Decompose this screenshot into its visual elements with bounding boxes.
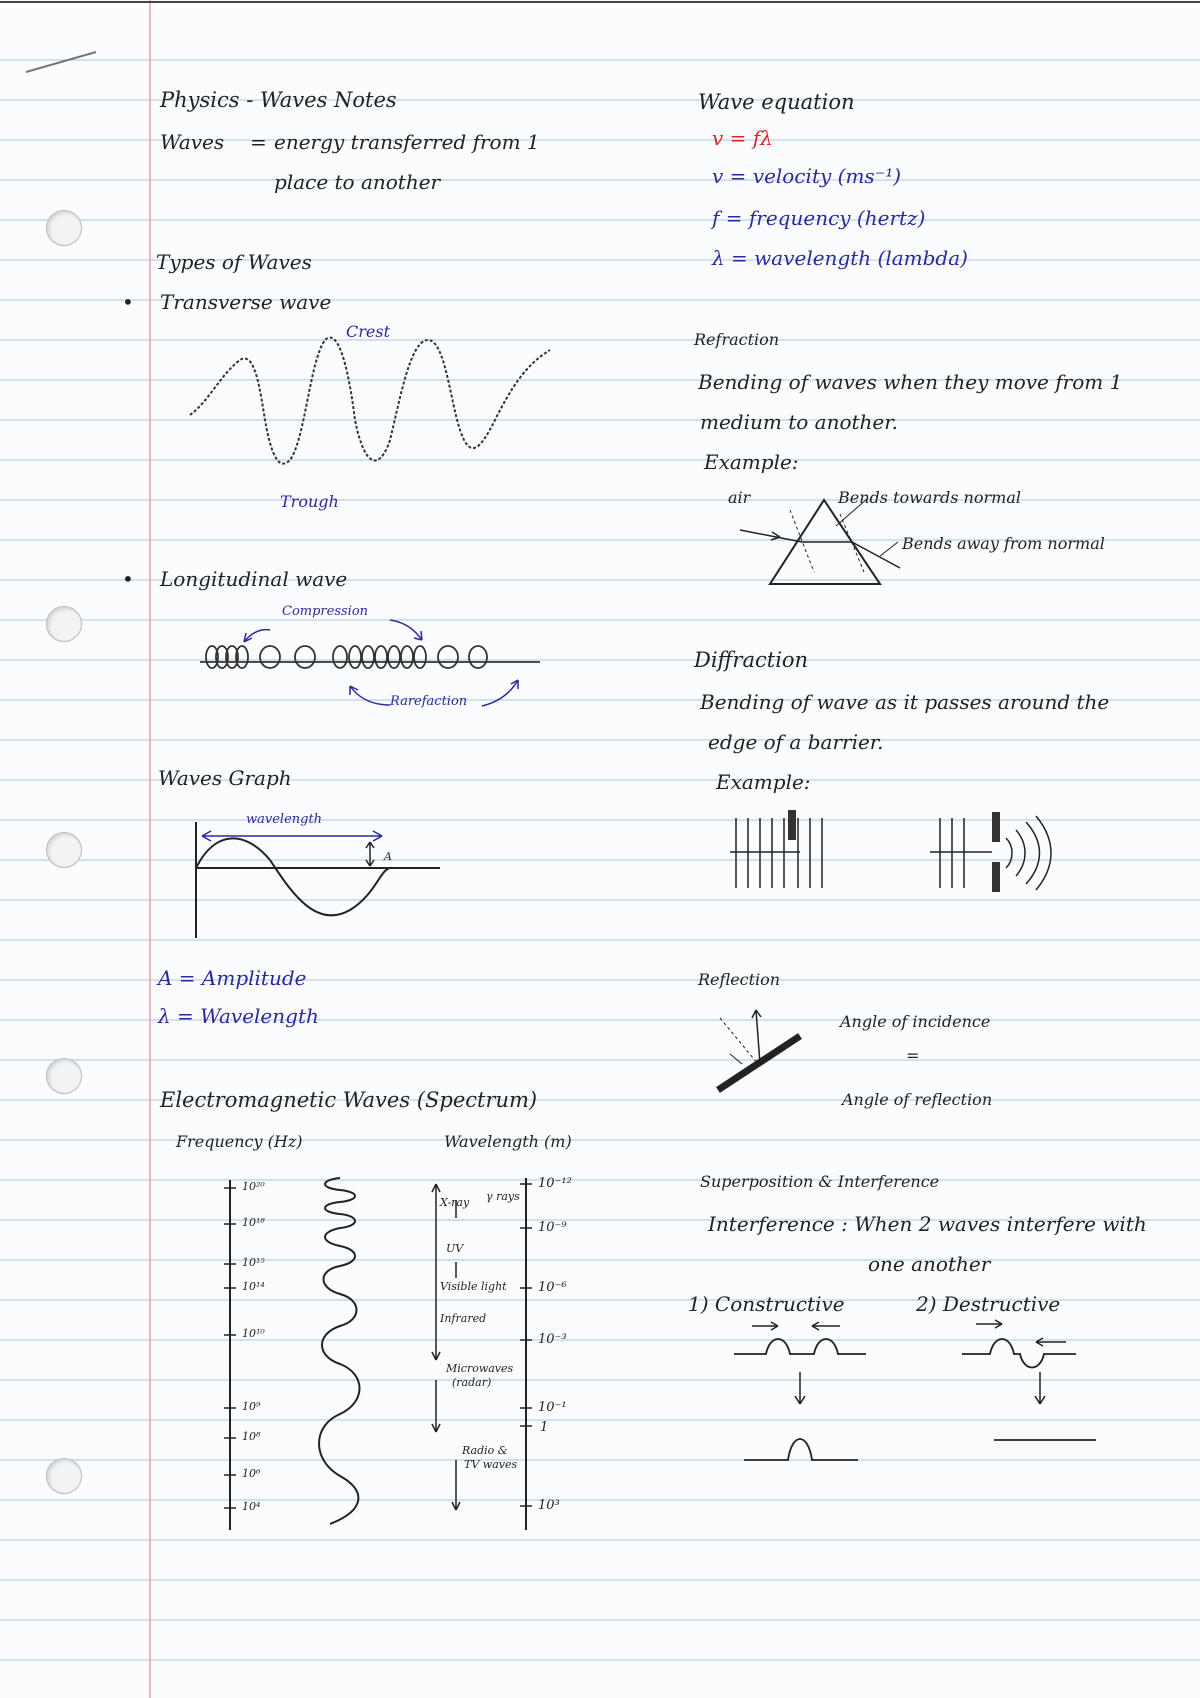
wl-tick: 10⁻¹: [538, 1400, 567, 1415]
band-radio: Radio &: [462, 1444, 508, 1457]
diffraction-text-2: edge of a barrier.: [708, 730, 884, 754]
superposition-heading: Superposition & Interference: [700, 1172, 940, 1191]
reflection-drawing: [700, 1004, 810, 1104]
freq-tick: 10¹⁸: [242, 1216, 265, 1229]
waves-graph-heading: Waves Graph: [158, 766, 292, 790]
freq-tick: 10¹⁵: [242, 1256, 265, 1269]
wavelength-axis-label: Wavelength (m): [444, 1132, 572, 1151]
em-spectrum-drawing: [220, 1170, 570, 1530]
diffraction-text-1: Bending of wave as it passes around the: [700, 690, 1110, 714]
wave-equation-lambda: λ = wavelength (lambda): [712, 246, 968, 270]
wave-equation-main: v = fλ: [712, 126, 773, 150]
interference-text-2: one another: [868, 1252, 991, 1276]
refraction-prism-drawing: [740, 490, 920, 590]
wl-tick: 1: [540, 1420, 549, 1435]
wl-tick: 10⁻⁹: [538, 1220, 567, 1235]
reflection-heading: Reflection: [698, 970, 781, 989]
freq-tick: 10⁸: [242, 1430, 261, 1443]
band-uv: UV: [446, 1242, 464, 1255]
longitudinal-wave-drawing: [200, 610, 560, 720]
amplitude-definition: A = Amplitude: [158, 966, 307, 990]
freq-tick: 10⁹: [242, 1400, 261, 1413]
band-infrared: Infrared: [440, 1312, 487, 1325]
freq-tick: 10¹⁰: [242, 1327, 265, 1340]
air-label: air: [728, 488, 751, 507]
freq-tick: 10¹⁴: [242, 1280, 265, 1293]
compression-label: Compression: [282, 604, 369, 619]
band-tv: TV waves: [464, 1458, 518, 1471]
diffraction-drawing: [730, 808, 1070, 898]
band-visible: Visible light: [440, 1280, 507, 1293]
waves-definition-line2: place to another: [274, 170, 441, 194]
punch-hole: [46, 832, 82, 868]
destructive-interference-drawing: [960, 1320, 1120, 1470]
angle-incidence-label: Angle of incidence: [840, 1012, 991, 1031]
diffraction-example: Example:: [716, 770, 811, 794]
page-title: Physics - Waves Notes: [160, 88, 397, 112]
em-heading: Electromagnetic Waves (Spectrum): [160, 1088, 538, 1112]
interference-text-1: Interference : When 2 waves interfere with: [708, 1212, 1147, 1236]
angle-reflection-label: Angle of reflection: [842, 1090, 993, 1109]
freq-tick: 10⁶: [242, 1467, 261, 1480]
trough-label: Trough: [280, 492, 339, 511]
punch-hole: [46, 1458, 82, 1494]
transverse-wave-drawing: [180, 320, 560, 490]
waves-equals: =: [250, 130, 267, 154]
freq-tick: 10²⁰: [242, 1180, 265, 1193]
punch-hole: [46, 606, 82, 642]
wave-equation-heading: Wave equation: [698, 90, 855, 114]
bends-away-label: Bends away from normal: [902, 534, 1105, 553]
refraction-text-1: Bending of waves when they move from 1: [698, 370, 1123, 394]
wl-tick: 10³: [538, 1498, 560, 1513]
bullet: •: [122, 567, 134, 591]
amplitude-marker: A: [384, 850, 392, 863]
transverse-label: Transverse wave: [160, 290, 332, 314]
punch-hole: [46, 1058, 82, 1094]
wavelength-definition: λ = Wavelength: [158, 1004, 319, 1028]
wl-tick: 10⁻¹²: [538, 1176, 572, 1191]
bullet: •: [122, 290, 134, 314]
diffraction-heading: Diffraction: [694, 648, 809, 672]
refraction-example: Example:: [704, 450, 799, 474]
band-microwaves: Microwaves: [446, 1362, 514, 1375]
punch-hole: [46, 210, 82, 246]
types-heading: Types of Waves: [156, 250, 312, 274]
waves-definition-line1: energy transferred from 1: [274, 130, 540, 154]
longitudinal-label: Longitudinal wave: [160, 567, 348, 591]
crest-label: Crest: [346, 322, 390, 341]
wave-equation-f: f = frequency (hertz): [712, 206, 926, 230]
refraction-heading: Refraction: [694, 330, 780, 349]
constructive-interference-drawing: [730, 1320, 910, 1470]
wl-tick: 10⁻³: [538, 1332, 567, 1347]
wavelength-label: wavelength: [246, 812, 323, 827]
band-gamma: γ rays: [486, 1190, 520, 1203]
waves-term: Waves: [160, 130, 225, 154]
freq-tick: 10⁴: [242, 1500, 261, 1513]
frequency-axis-label: Frequency (Hz): [176, 1132, 303, 1151]
rarefaction-label: Rarefaction: [390, 694, 468, 709]
wl-tick: 10⁻⁶: [538, 1280, 567, 1295]
wave-graph-drawing: [190, 820, 440, 940]
refraction-text-2: medium to another.: [700, 410, 898, 434]
equals-sign: =: [906, 1046, 920, 1065]
band-radar: (radar): [452, 1376, 492, 1389]
band-xray: X-ray: [440, 1196, 470, 1209]
destructive-label: 2) Destructive: [916, 1292, 1061, 1316]
constructive-label: 1) Constructive: [688, 1292, 845, 1316]
bends-towards-label: Bends towards normal: [838, 488, 1021, 507]
wave-equation-v: v = velocity (ms⁻¹): [712, 164, 902, 188]
